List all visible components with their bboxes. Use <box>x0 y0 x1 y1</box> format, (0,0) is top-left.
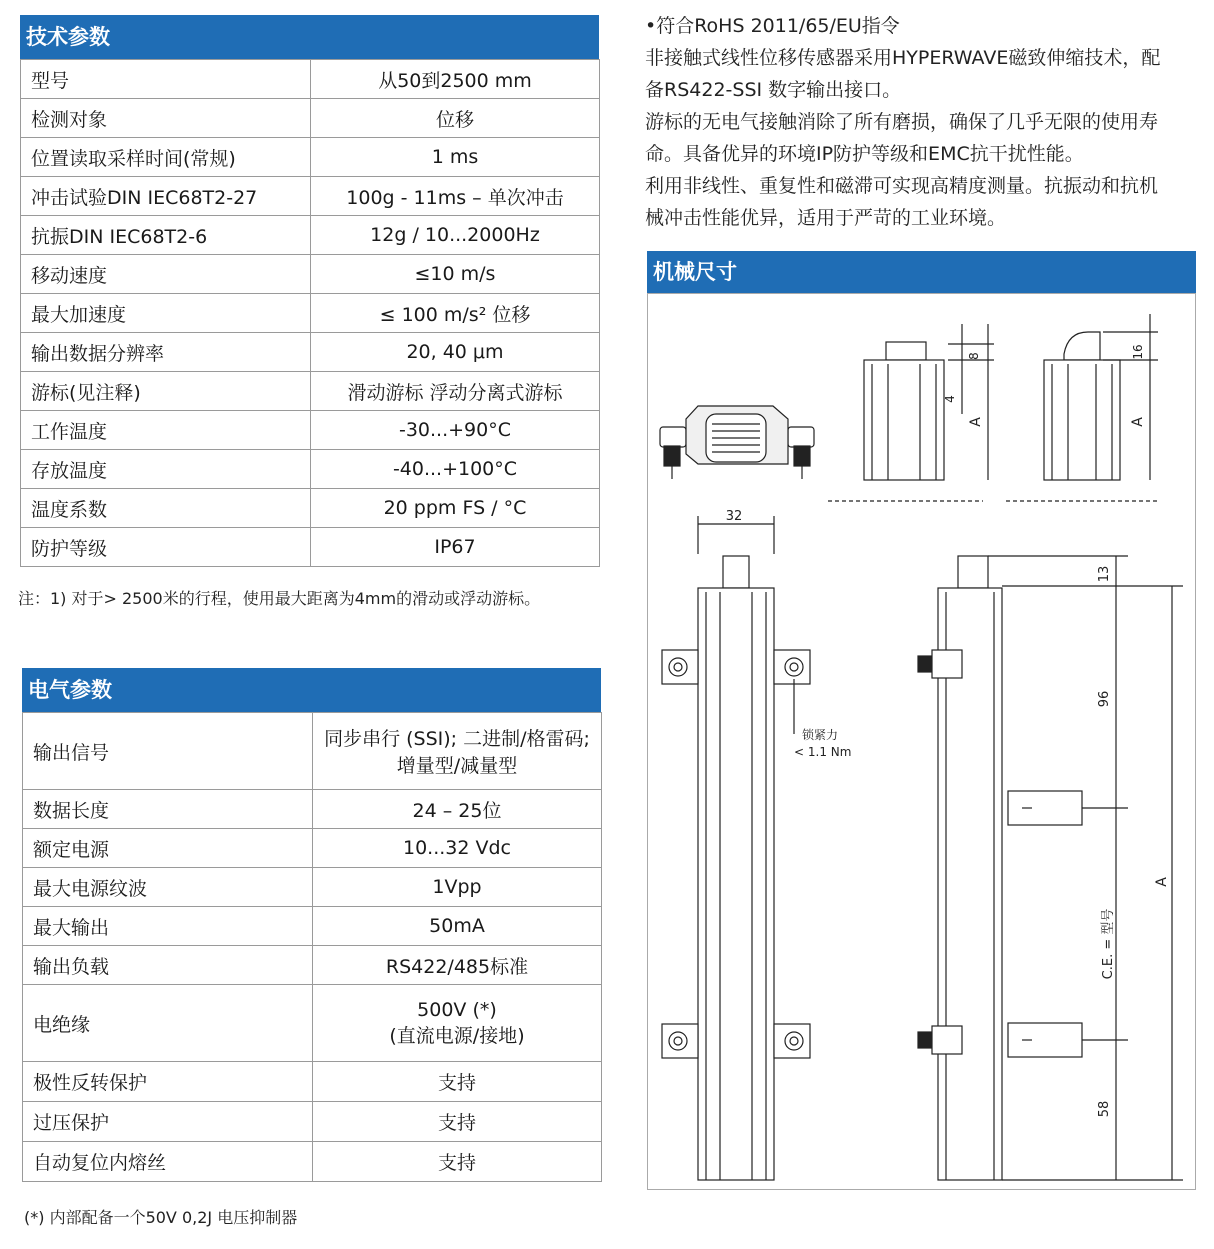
param-name: 自动复位内熔丝 <box>23 1142 313 1182</box>
cursor-top-view <box>660 406 814 479</box>
desc-line: 备RS422-SSI 数字输出接口。 <box>645 79 902 101</box>
dim-4: 4 <box>943 395 957 403</box>
product-description <box>645 10 1195 234</box>
param-name: 游标(见注释) <box>21 372 311 411</box>
drawing-svg <box>648 294 1197 1191</box>
param-value <box>311 255 600 294</box>
param-name: 电绝缘 <box>23 985 313 1062</box>
param-value-line: 50mA <box>429 915 485 937</box>
table-row <box>23 790 602 829</box>
dim-58: 58 <box>1097 1100 1112 1118</box>
table-row <box>23 1102 602 1142</box>
elec-table <box>22 712 602 1182</box>
param-name: 冲击试验DIN IEC68T2-27 <box>21 177 311 216</box>
param-name: 最大输出 <box>23 907 313 946</box>
dim-ce: C.E. = 型号 <box>1101 908 1116 980</box>
table-row <box>23 985 602 1062</box>
param-value-line: 12g / 10...2000Hz <box>370 224 540 246</box>
param-value <box>313 946 602 985</box>
dim-8: 8 <box>967 352 981 360</box>
table-row <box>23 1062 602 1102</box>
param-value-line: 24 – 25位 <box>412 799 502 822</box>
param-value <box>313 713 602 790</box>
param-value <box>311 333 600 372</box>
param-value-line: 增量型/减量型 <box>396 755 518 777</box>
torque-value: < 1.1 Nm <box>794 745 852 759</box>
param-value <box>313 1062 602 1102</box>
param-value-line: (直流电源/接地) <box>389 1024 525 1047</box>
param-value-line: 支持 <box>437 1112 476 1134</box>
param-value <box>313 907 602 946</box>
elec-note: (*) 内部配备一个50V 0,2J 电压抑制器 <box>24 1208 298 1227</box>
param-name: 工作温度 <box>21 411 311 450</box>
param-name: 温度系数 <box>21 489 311 528</box>
desc-line: 利用非线性、重复性和磁滞可实现高精度测量。抗振动和抗机 <box>645 175 1159 197</box>
dim-16: 16 <box>1131 344 1145 360</box>
table-row <box>21 450 600 489</box>
table-row <box>21 411 600 450</box>
param-value <box>311 294 600 333</box>
mechanical-drawing <box>647 293 1196 1190</box>
param-value-line: 10...32 Vdc <box>402 837 512 859</box>
table-row <box>21 99 600 138</box>
param-value <box>311 450 600 489</box>
tech-section-title: 技术参数 <box>20 15 599 59</box>
side-view-2 <box>1006 314 1158 501</box>
desc-line: •符合RoHS 2011/65/EU指令 <box>645 15 900 37</box>
param-name: 过压保护 <box>23 1102 313 1142</box>
param-name: 移动速度 <box>21 255 311 294</box>
param-value <box>313 1102 602 1142</box>
param-value-line: ≤10 m/s <box>414 263 496 285</box>
tech-note: 注：1) 对于> 2500米的行程，使用最大距离为4mm的滑动或浮动游标。 <box>18 589 541 608</box>
table-row <box>21 255 600 294</box>
table-row <box>21 372 600 411</box>
param-value-line: 500V (*) <box>417 998 497 1021</box>
param-value-line: ≤ 100 m/s² 位移 <box>379 303 531 326</box>
param-value <box>311 216 600 255</box>
param-value-line: 滑动游标 浮动分离式游标 <box>347 381 563 404</box>
param-value-line: RS422/485标准 <box>385 955 529 978</box>
table-row <box>21 216 600 255</box>
table-row <box>21 60 600 99</box>
param-value <box>311 99 600 138</box>
param-name: 输出数据分辨率 <box>21 333 311 372</box>
param-value-line: 支持 <box>437 1072 476 1094</box>
desc-line: 游标的无电气接触消除了所有磨损，确保了几乎无限的使用寿 <box>645 111 1159 133</box>
param-value-line: 20, 40 μm <box>406 341 504 363</box>
param-value <box>311 411 600 450</box>
dim-32: 32 <box>725 509 743 524</box>
table-row <box>21 489 600 528</box>
dim-13: 13 <box>1097 565 1112 583</box>
param-name: 存放温度 <box>21 450 311 489</box>
param-value <box>313 790 602 829</box>
param-value-line: -30...+90°C <box>398 419 511 441</box>
dim-a-top2: A <box>1130 417 1146 427</box>
param-name: 输出信号 <box>23 713 313 790</box>
param-value-line: 位移 <box>435 108 474 131</box>
param-name: 抗振DIN IEC68T2-6 <box>21 216 311 255</box>
table-row <box>23 1142 602 1182</box>
table-row <box>21 333 600 372</box>
param-value <box>313 829 602 868</box>
param-value <box>311 489 600 528</box>
elec-section-title: 电气参数 <box>22 668 601 712</box>
param-value-line: 同步串行 (SSI); 二进制/格雷码; <box>324 728 590 750</box>
param-value-line: 支持 <box>437 1152 476 1174</box>
table-row <box>21 177 600 216</box>
param-value <box>311 177 600 216</box>
desc-line: 非接触式线性位移传感器采用HYPERWAVE磁致伸缩技术，配 <box>645 47 1161 69</box>
param-name: 数据长度 <box>23 790 313 829</box>
side-long-view <box>918 556 1183 1180</box>
side-view-1 <box>828 324 994 501</box>
dim-a-top: A <box>968 417 984 427</box>
torque-label: 锁紧力 <box>802 728 839 742</box>
param-value <box>311 528 600 567</box>
param-name: 防护等级 <box>21 528 311 567</box>
param-name: 检测对象 <box>21 99 311 138</box>
param-value-line: -40...+100°C <box>392 458 518 480</box>
param-value-line: 20 ppm FS / °C <box>383 497 527 519</box>
param-value <box>311 60 600 99</box>
table-row <box>23 868 602 907</box>
table-row <box>21 294 600 333</box>
table-row <box>23 946 602 985</box>
table-row <box>21 528 600 567</box>
tech-table <box>20 59 600 567</box>
param-value <box>311 372 600 411</box>
param-name: 最大电源纹波 <box>23 868 313 907</box>
table-row <box>23 829 602 868</box>
desc-line: 械冲击性能优异，适用于严苛的工业环境。 <box>645 207 1007 229</box>
front-view <box>662 509 851 1180</box>
dim-96: 96 <box>1097 690 1112 708</box>
param-value <box>311 138 600 177</box>
table-row <box>23 713 602 790</box>
param-name: 型号 <box>21 60 311 99</box>
param-name: 位置读取采样时间(常规) <box>21 138 311 177</box>
param-value-line: 从50到2500 mm <box>378 69 532 92</box>
param-value <box>313 868 602 907</box>
param-value-line: IP67 <box>434 536 476 558</box>
mech-section-title: 机械尺寸 <box>647 251 1196 293</box>
table-row <box>21 138 600 177</box>
param-value <box>313 985 602 1062</box>
param-value-line: 1Vpp <box>432 876 482 898</box>
desc-line: 命。具备优异的环境IP防护等级和EMC抗干扰性能。 <box>645 143 1084 165</box>
param-name: 输出负载 <box>23 946 313 985</box>
param-value-line: 100g - 11ms – 单次冲击 <box>346 186 564 209</box>
param-value <box>313 1142 602 1182</box>
table-row <box>23 907 602 946</box>
param-name: 额定电源 <box>23 829 313 868</box>
param-value-line: 1 ms <box>431 146 479 168</box>
param-name: 最大加速度 <box>21 294 311 333</box>
dim-a: A <box>1154 877 1170 887</box>
param-name: 极性反转保护 <box>23 1062 313 1102</box>
